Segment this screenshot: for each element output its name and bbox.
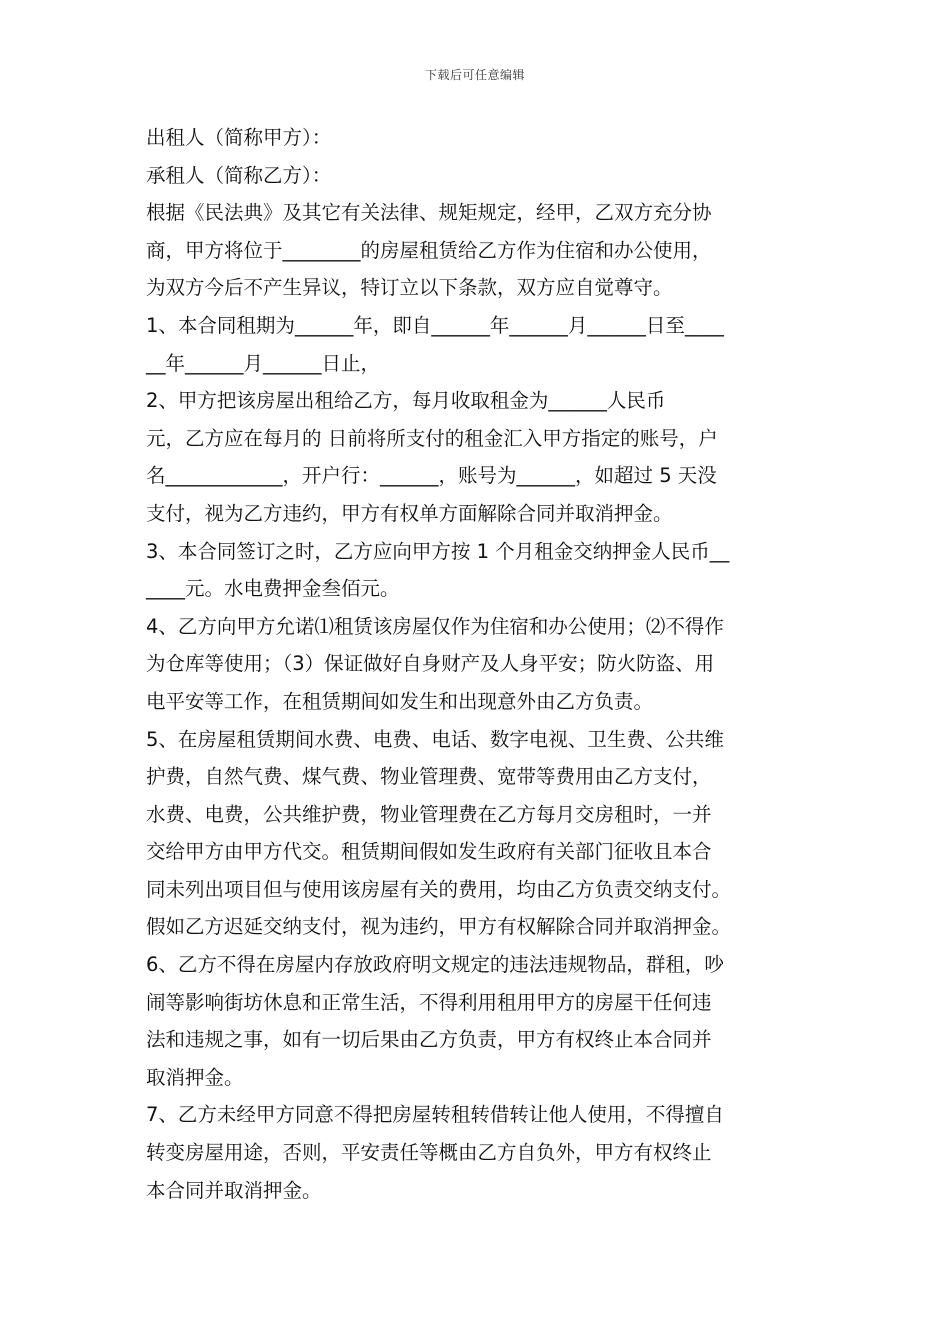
text-line: 3、本合同签订之时，乙方应向甲方按 1 个月租金交纳押金人民币__ [146,539,730,563]
text-line: 假如乙方迟延交纳支付，视为违约，甲方有权解除合同并取消押金。 [146,915,732,939]
text-line: __年______月______日止， [146,351,381,375]
text-line: 1、本合同租期为______年，即自______年______月______日至____ [146,313,724,337]
text-line: 取消押金。 [146,1065,244,1089]
text-line: 护费，自然气费、煤气费、物业管理费、宽带等费用由乙方支付， [146,765,712,789]
text-line: ____元。水电费押金叁佰元。 [146,577,400,601]
text-line: 本合同并取消押金。 [146,1178,322,1202]
page-header-note: 下载后可任意编辑 [424,68,525,82]
text-line: 商，甲方将位于________的房屋租赁给乙方作为住宿和办公使用， [146,238,712,262]
text-line: 4、乙方向甲方允诺⑴租赁该房屋仅作为住宿和办公使用；⑵不得作 [146,614,724,638]
text-line: 5、在房屋租赁期间水费、电费、电话、数字电视、卫生费、公共维 [146,727,724,751]
text-line: 6、乙方不得在房屋内存放政府明文规定的违法违规物品，群租，吵 [146,953,724,977]
text-line: 同未列出项目但与使用该房屋有关的费用，均由乙方负责交纳支付。 [146,877,732,901]
text-line: 法和违规之事，如有一切后果由乙方负责，甲方有权终止本合同并 [146,1028,712,1052]
text-line: 根据《民法典》及其它有关法律、规矩规定，经甲，乙双方充分协 [146,201,712,225]
text-line: 闹等影响街坊休息和正常生活，不得利用租用甲方的房屋干任何违 [146,990,712,1014]
text-line: 为双方今后不产生异议，特订立以下条款，双方应自觉尊守。 [146,276,673,300]
text-line: 支付，视为乙方违约，甲方有权单方面解除合同并取消押金。 [146,501,673,525]
text-line: 元，乙方应在每月的 日前将所支付的租金汇入甲方指定的账号，户 [146,426,718,450]
text-line: 出租人（简称甲方）： [146,126,332,149]
text-line: 电平安等工作，在租赁期间如发生和出现意外由乙方负责。 [146,689,654,713]
contract-body [146,119,810,1209]
text-line: 承租人（简称乙方）： [146,163,332,187]
text-line: 为仓库等使用；（3）保证做好自身财产及人身平安；防火防盗、用 [146,652,715,676]
text-line: 水费、电费，公共维护费，物业管理费在乙方每月交房租时，一并 [146,802,712,826]
text-line: 7、乙方未经甲方同意不得把房屋转租转借转让他人使用，不得擅自 [146,1103,724,1127]
text-line: 交给甲方由甲方代交。租赁期间假如发生政府有关部门征收且本合 [146,840,712,864]
text-line: 转变房屋用途，否则，平安责任等概由乙方自负外，甲方有权终止 [146,1141,712,1165]
text-line: 2、甲方把该房屋出租给乙方，每月收取租金为______人民币 [146,389,666,413]
text-line: 名____________，开户行：______，账号为______，如超过 5 天没 [146,464,717,488]
